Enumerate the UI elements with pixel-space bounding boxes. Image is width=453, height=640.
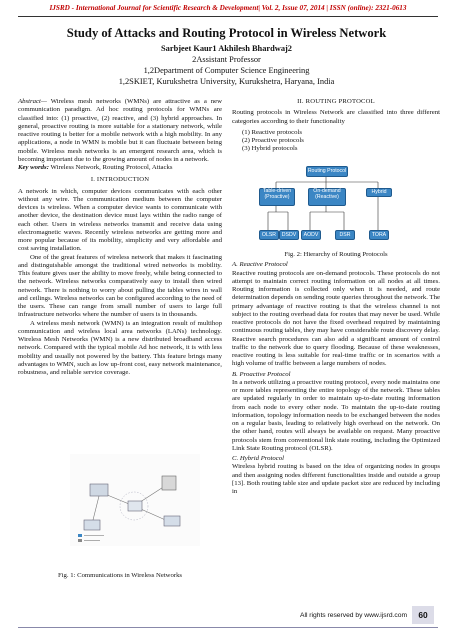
list-item: (2) Proactive protocols	[242, 136, 304, 144]
paper-title: Study of Attacks and Routing Protocol in Wireless Network	[66, 26, 387, 40]
reactive-heading: A. Reactive Protocol	[232, 261, 288, 269]
proactive-heading: B. Proactive Protocol	[232, 370, 291, 378]
affiliation-institute: 1,2SKIET, Kurukshetra University, Kurukshetra, Haryana, India	[118, 77, 335, 86]
routing-intro: Routing protocols in Wireless Network are classified into three different categories according to their functionality	[232, 109, 440, 125]
page-number: 60	[412, 606, 434, 624]
node-tora: TORA	[369, 230, 389, 240]
abstract-text: Wireless mesh networks (WMNs) are attractive as a new communication paradigm. Ad hoc routing protocols for WMNs are classified into: (1) proactive, (2) reactive, and (3) hybrid approaches. In general, proactive routing is more suitable for a stationary network, while reactive routing is better for a mobile network with a high mobility. In any applications, a node in WMN is mobile but it can fluctuate between being mobile. Wireless mesh networks is an emergent research area, which is becoming important due to the growing amount of nodes in a network.	[18, 98, 222, 163]
node-dsr: DSR	[335, 230, 355, 240]
keywords-text: Wireless Network, Routing Protocol, Attacks	[48, 164, 173, 171]
node-aodv: AODV	[301, 230, 321, 240]
fig1-wireless-diagram	[70, 454, 200, 546]
keywords-label: Key words:	[18, 164, 49, 171]
node-routing-protocol: Routing Protocol	[306, 166, 348, 177]
keywords	[18, 164, 222, 172]
protocol-list	[232, 129, 440, 154]
header-rule	[18, 16, 438, 17]
affiliation-role: 2Assistant Professor	[192, 55, 261, 64]
intro-heading: I. INTRODUCTION	[90, 176, 150, 184]
node-dsdv: DSDV	[279, 230, 299, 240]
proactive-text: In a network utilizing a proactive routing protocol, every node maintains one or more tables representing the entire topology of the network. These tables are updated regularly in order to maintain up-to-date routing information from each node to every other node. To maintain the up-to-date routing information, topology information needs to be exchanged between the nodes on a regular basis, leading to relatively high overhead on the network. On the other hand, routes will always be available on request. Many proactive protocols stem from conventional link state routing, including the Optimized Link State Routing protocol (OLSR).	[232, 378, 440, 452]
hybrid-heading: C. Hybrid Protocol	[232, 455, 285, 462]
routing-heading: II. ROUTING PROTOCOL	[297, 98, 375, 105]
fig2-caption: Fig. 2: Hierarchy of Routing Protocols	[284, 251, 388, 258]
node-hybrid: Hybrid	[366, 188, 392, 197]
affiliation-department: 1,2Department of Computer Science Engineering	[143, 66, 310, 75]
intro-paragraph-1: A network in which, computer devices communicates with each other without any wire. The communication medium between the computer devices is wireless. When a computer device wants to communicate with another device, the destination device must lays within the radio range of each other. Users in wireless networks transmit and receive data using electromagnetic waves. Recently wireless networks are getting more and more popular because of its mobility, simplicity and very affordable and cost saving installation.	[18, 187, 222, 253]
abstract-label: Abstract—	[18, 98, 47, 105]
list-item: (1) Reactive protocols	[242, 128, 302, 136]
fig1-caption: Fig. 1: Communications in Wireless Networks	[57, 572, 183, 579]
footer-rights: All rights reserved by www.ijsrd.com	[300, 612, 408, 619]
node-table-driven: Table-driven (Proactive)	[259, 188, 295, 206]
list-item: (3) Hybrid protocols	[242, 145, 298, 153]
left-column	[18, 98, 222, 377]
intro-paragraph-2: One of the great features of wireless network that makes it fascinating and distinguishable amongst the traditional wired networks is mobility. This feature gives user the ability to move freely, while being connected to the network. Wireless networks comparatively easy to install then wired network. There is nothing to worry about pulling the tables wires in wall and ceilings. Wireless networks can be configured according to the need of the users. These can range from small number of users to large full infrastructure networks where the number of users is in thousands.	[18, 253, 222, 319]
node-olsr: OLSR	[259, 230, 279, 240]
fig2-hierarchy-diagram	[258, 164, 394, 246]
right-column-bottom	[232, 251, 440, 496]
node-on-demand: On-demand (Reactive)	[308, 188, 346, 206]
reactive-text: Reactive routing protocols are on-demand protocols. These protocols do not attempt to maintain correct routing information on all nodes at all times. Routing information is collected only when it is needed, and route determination depends on sending route queries throughout the network. The primary advantage of reactive routing is that the wireless channel is not subject to the routing overhead data for routes that may never be used. While reactive protocols do not have the fixed overhead required by maintaining continuous routing tables, they may have considerable route discovery delay. Reactive search procedures can also add a significant amount of control traffic to the network due to query flooding. Because of these weaknesses, reactive routing is less suitable for real-time traffic or in scenarios with a high volume of traffic between a large numbers of nodes.	[232, 269, 440, 368]
authors: Sarbjeet Kaur1 Akhilesh Bhardwaj2	[161, 44, 292, 53]
intro-paragraph-3: A wireless mesh network (WMN) is an integration result of multihop communication and wireless local area networks (LANs) technology. Wireless Mesh Networks (WMN) is a new distributed broadband access network. Compared with the typical mobile Ad hoc network, it is with less mobility and usually not powered by the battery. This feature brings many advantages to WMN, such as low up-front cost, easy network maintenance, robustness, and reliable service coverage.	[18, 319, 222, 376]
right-column-top	[232, 98, 440, 156]
abstract	[18, 98, 222, 164]
footer-rule	[18, 627, 438, 628]
journal-header: IJSRD - International Journal for Scientific Research & Development| Vol. 2, Issue 07, 2014 | ISSN (online): 2321-0613	[49, 4, 407, 12]
hybrid-text: Wireless hybrid routing is based on the idea of organizing nodes in groups and then assigning nodes different functionalities inside and outside a group [13]. Both routing table size and update packet size are reduced by including in	[232, 463, 440, 495]
